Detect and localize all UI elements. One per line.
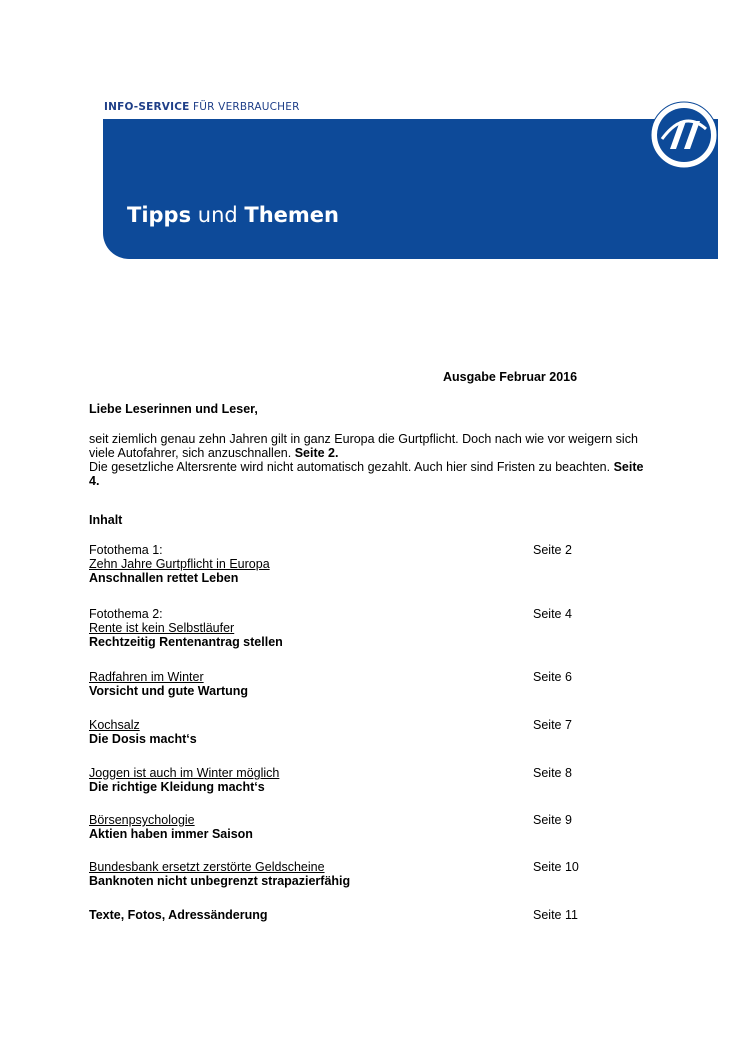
toc-item-link[interactable]: Rente ist kein Selbstläufer (89, 621, 235, 635)
toc-item-subtitle: Aktien haben immer Saison (89, 827, 253, 841)
toc-item-subtitle: Anschnallen rettet Leben (89, 571, 239, 585)
banner-title-part2: und (191, 203, 245, 227)
banner-title (127, 203, 339, 227)
service-header-bold: INFO-SERVICE (104, 101, 190, 113)
intro-p2-text: Die gesetzliche Altersrente wird nicht automatisch gezahlt. Auch hier sind Fristen zu beachten. (89, 460, 614, 474)
toc-item-page: Seite 10 (533, 860, 579, 874)
title-banner (103, 119, 718, 259)
toc-item (89, 908, 649, 922)
service-header (104, 101, 300, 113)
banner-title-part3: Themen (244, 203, 339, 227)
toc-item (89, 766, 649, 794)
toc-item (89, 813, 649, 841)
greeting: Liebe Leserinnen und Leser, (89, 402, 258, 416)
circle-logo-icon (648, 99, 720, 171)
toc-item-page: Seite 4 (533, 607, 572, 621)
service-header-rest: FÜR VERBRAUCHER (189, 101, 300, 113)
toc-item (89, 543, 649, 585)
toc-item-link[interactable]: Joggen ist auch im Winter möglich (89, 766, 280, 780)
issue-date: Ausgabe Februar 2016 (443, 370, 578, 384)
intro-paragraph-1 (89, 432, 649, 460)
toc-item-page: Seite 8 (533, 766, 572, 780)
toc-item (89, 860, 649, 888)
toc-item-link[interactable]: Kochsalz (89, 718, 140, 732)
toc-item-subtitle: Rechtzeitig Rentenantrag stellen (89, 635, 283, 649)
toc-item (89, 718, 649, 746)
toc-item-page: Seite 6 (533, 670, 572, 684)
intro-p2-ref: Seite 4. (89, 460, 644, 488)
toc-item-subtitle: Die richtige Kleidung macht‘s (89, 780, 265, 794)
intro-p1-text: seit ziemlich genau zehn Jahren gilt in ganz Europa die Gurtpflicht. Doch nach wie vor weigern sich viele Autofahrer, sich anzuschnallen. (89, 432, 638, 460)
toc-item-page: Seite 2 (533, 543, 572, 557)
toc-item-page: Seite 7 (533, 718, 572, 732)
toc-item-link[interactable]: Radfahren im Winter (89, 670, 204, 684)
intro-p1-ref: Seite 2. (294, 446, 339, 460)
toc-item-page: Seite 9 (533, 813, 572, 827)
toc-item-link[interactable]: Bundesbank ersetzt zerstörte Geldscheine (89, 860, 325, 874)
toc-item-label: Fotothema 2: (89, 607, 163, 621)
intro-paragraph-2 (89, 460, 649, 488)
toc-heading: Inhalt (89, 513, 123, 527)
toc-item-subtitle: Vorsicht und gute Wartung (89, 684, 249, 698)
toc-item-label: Fotothema 1: (89, 543, 163, 557)
toc-item-subtitle: Texte, Fotos, Adressänderung (89, 908, 268, 922)
intro-text (89, 432, 649, 488)
toc-item-link[interactable]: Börsenpsychologie (89, 813, 195, 827)
toc-item (89, 607, 649, 649)
toc-item-link[interactable]: Zehn Jahre Gurtpflicht in Europa (89, 557, 270, 571)
banner-title-part1: Tipps (127, 203, 192, 227)
toc-item (89, 670, 649, 698)
toc-item-subtitle: Banknoten nicht unbegrenzt strapazierfähig (89, 874, 351, 888)
toc-item-page: Seite 11 (533, 908, 578, 922)
toc-item-subtitle: Die Dosis macht‘s (89, 732, 197, 746)
